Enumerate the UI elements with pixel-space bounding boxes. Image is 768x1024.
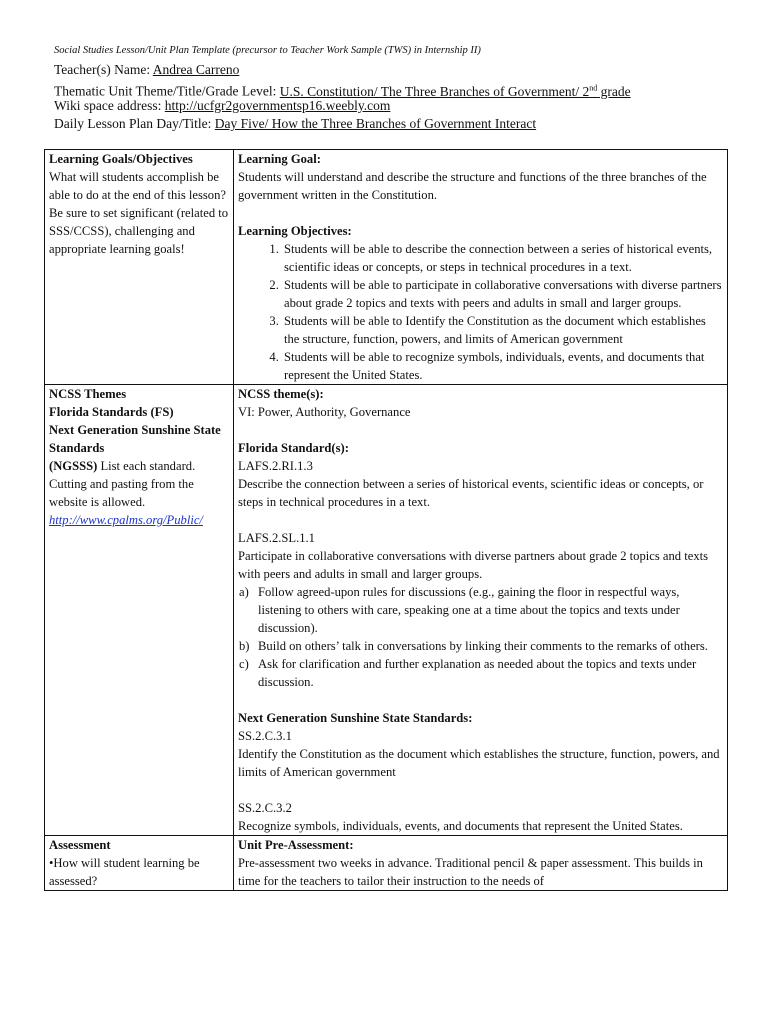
daily-value: Day Five/ How the Three Branches of Government Interact (214, 116, 537, 131)
ngsss-heading: Next Generation Sunshine State Standards: (238, 711, 473, 725)
fs1-text: Describe the connection between a series of historical events, scientific ideas or concepts, or steps in technical procedures in a text. (238, 477, 704, 509)
ngsss-label: Next Generation Sunshine State Standards (49, 423, 221, 455)
ng2-code: SS.2.C.3.2 (238, 801, 292, 815)
goals-label-cell (45, 150, 234, 385)
fs2-sublist (238, 583, 723, 691)
wiki-line (54, 97, 390, 115)
goals-left-text: What will students accomplish be able to do at the end of this lesson? Be sure to set significant (related to SSS/CCSS), challenging and appropriate learning goals! (49, 170, 229, 256)
assessment-left-title: Assessment (49, 838, 111, 852)
standards-content-cell (234, 385, 728, 836)
cpalms-link[interactable]: http://www.cpalms.org/Public/ (49, 513, 203, 527)
wiki-label: Wiki space address: (54, 98, 162, 113)
ng1-text: Identify the Constitution as the document which establishes the structure, function, powers, and limits of American government (238, 747, 720, 779)
fs2-code: LAFS.2.SL.1.1 (238, 531, 315, 545)
objectives-list (238, 240, 723, 384)
assessment-content-cell (234, 836, 728, 891)
list-item: 2. Students will be able to participate in collaborative conversations with diverse partners about grade 2 topics and texts with peers and adults in small and larger groups. (282, 276, 723, 312)
teacher-value: Andrea Carreno (152, 62, 240, 77)
teacher-label: Teacher(s) Name: (54, 62, 151, 77)
list-item: 4. Students will be able to recognize symbols, individuals, events, and documents that represent the United States. (282, 348, 723, 384)
wiki-link[interactable]: http://ucfgr2governmentsp16.weebly.com (164, 98, 391, 113)
list-item: a) Follow agreed-upon rules for discussions (e.g., gaining the floor in respectful ways, listening to others with care, speaking one at a time about the topics and texts under discussion). (239, 585, 680, 635)
standards-left-text: (NGSSS) List each standard. Cutting and pasting from the website is allowed. (49, 459, 196, 509)
list-item: 1. Students will be able to describe the connection between a series of historical events, scientific ideas or concepts, or steps in technical procedures in a text. (282, 240, 723, 276)
daily-label: Daily Lesson Plan Day/Title: (54, 116, 212, 131)
fs-heading: Florida Standard(s): (238, 441, 349, 455)
list-item: 3. Students will be able to Identify the Constitution as the document which establishes the structure, function, powers, and limits of American government (282, 312, 723, 348)
standards-row (45, 385, 728, 836)
fs2-text: Participate in collaborative conversations with diverse partners about grade 2 topics and texts with peers and adults in small and larger groups. (238, 549, 709, 581)
goals-content-cell (234, 150, 728, 385)
fs1-code: LAFS.2.RI.1.3 (238, 459, 313, 473)
template-title: Social Studies Lesson/Unit Plan Template (precursor to Teacher Work Sample (TWS) in Internship II) (54, 45, 481, 56)
ncss-text: VI: Power, Authority, Governance (238, 405, 411, 419)
list-item: c) Ask for clarification and further explanation as needed about the topics and texts under discussion. (239, 657, 697, 689)
ng2-text: Recognize symbols, individuals, events, and documents that represent the United States. (238, 819, 683, 833)
learning-goal-heading: Learning Goal: (238, 152, 321, 166)
teacher-name-line (54, 61, 239, 79)
assessment-label-cell (45, 836, 234, 891)
assessment-row (45, 836, 728, 891)
lesson-plan-table (44, 149, 728, 891)
florida-standards-label: Florida Standards (FS) (49, 405, 174, 419)
theme-label: Thematic Unit Theme/Title/Grade Level: (54, 83, 277, 99)
assessment-left-bullet: • How will student learning be assessed? (49, 854, 229, 890)
ng1-code: SS.2.C.3.1 (238, 729, 292, 743)
daily-lesson-line (54, 115, 536, 133)
pre-assessment-text: Pre-assessment two weeks in advance. Traditional pencil & paper assessment. This builds in time for the teachers to tailor their instruction to the needs of (238, 856, 703, 888)
pre-assessment-heading: Unit Pre-Assessment: (238, 838, 354, 852)
ncss-themes-label: NCSS Themes (49, 387, 127, 401)
standards-label-cell (45, 385, 234, 836)
goals-row (45, 150, 728, 385)
ncss-heading: NCSS theme(s): (238, 387, 324, 401)
learning-goal-text: Students will understand and describe the structure and functions of the three branches of the government written in the Constitution. (238, 170, 707, 202)
list-item: b) Build on others’ talk in conversations by linking their comments to the remarks of others. (239, 639, 708, 653)
theme-value: U.S. Constitution/ The Three Branches of Government/ 2nd grade (279, 83, 631, 99)
goals-left-title: Learning Goals/Objectives (49, 152, 193, 166)
learning-objectives-heading: Learning Objectives: (238, 224, 352, 238)
